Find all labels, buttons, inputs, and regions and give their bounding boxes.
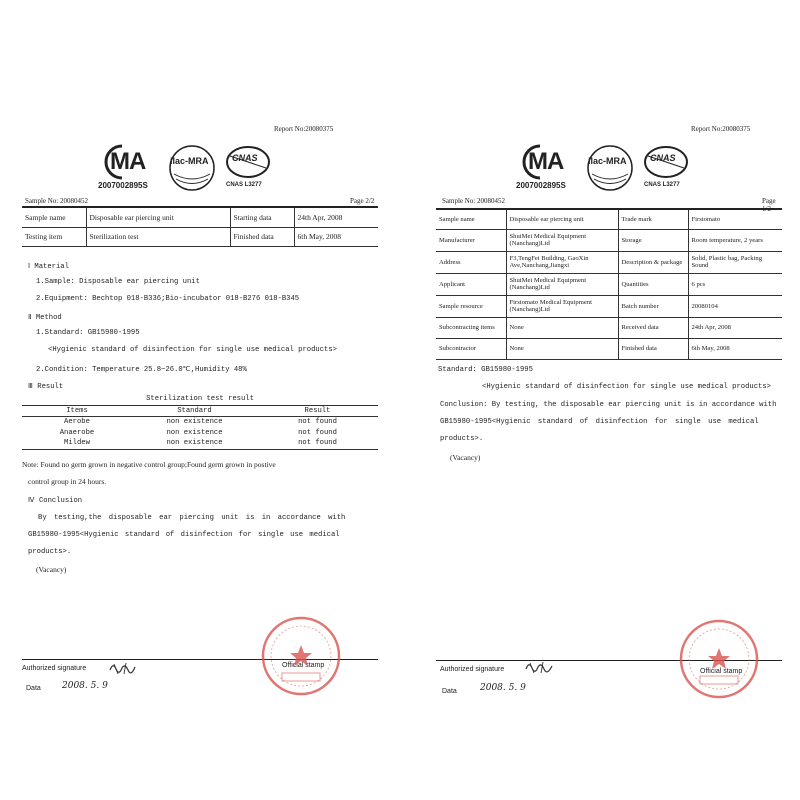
ilac-mra-logo	[168, 144, 216, 192]
table-row	[22, 427, 378, 438]
table-row	[22, 416, 378, 427]
table-row	[22, 227, 378, 246]
cnas-number: CNAS L3277	[644, 182, 680, 188]
cnas-logo	[224, 144, 272, 192]
table-row	[436, 295, 782, 317]
cma-logo	[96, 144, 160, 192]
table-row	[436, 273, 782, 295]
table-row	[436, 210, 782, 229]
cma-cert-number: 2007002895S	[98, 181, 148, 190]
conclusion-line-2: GB15980-1995<Hygienic standard of disinfection for single use medical	[28, 531, 340, 539]
field-label: Sample resource	[436, 295, 506, 317]
report-page-2	[22, 100, 378, 710]
table-row	[22, 208, 378, 227]
table-row	[436, 229, 782, 251]
sample-number: Sample No: 20080452	[25, 197, 88, 205]
field-label: Subcontractor	[436, 338, 506, 359]
sample-info-table	[22, 208, 378, 247]
result-value: not found	[298, 417, 337, 426]
certification-logos	[514, 144, 690, 192]
official-red-stamp	[260, 615, 342, 697]
table-row	[22, 438, 378, 449]
field-label: Sample name	[22, 208, 86, 227]
result-standard: non existence	[166, 428, 223, 437]
official-stamp-label: Official stamp	[282, 662, 325, 669]
result-standard: non existence	[166, 439, 223, 448]
result-standard: non existence	[166, 417, 223, 426]
date-value: 2008. 5. 9	[62, 681, 108, 691]
section-conclusion: Ⅳ Conclusion	[28, 497, 83, 505]
vacancy-note: (Vacancy)	[36, 565, 67, 574]
field-label: Subcontracting items	[436, 317, 506, 338]
field-label: Address	[436, 251, 506, 273]
cnas-number: CNAS L3277	[226, 182, 262, 188]
cnas-mark-text: CNAS	[232, 153, 258, 163]
field-label: Manufacturer	[436, 229, 506, 251]
material-sample: 1.Sample: Disposable ear piercing unit	[36, 278, 200, 286]
section-material: Ⅰ Material	[28, 263, 69, 271]
field-value: 6th May, 2008	[688, 338, 782, 359]
standard-line: Standard: GB15980-1995	[438, 366, 533, 374]
field-value: Disposable ear piercing unit	[506, 210, 618, 229]
method-condition: 2.Condition: Temperature 25.8~26.0℃,Humidity 48%	[36, 366, 247, 374]
handwritten-signature	[524, 659, 556, 675]
field-label: Quantities	[618, 273, 688, 295]
table-row	[436, 317, 782, 338]
field-value: 24th Apr, 2008	[294, 208, 378, 227]
result-item: Aerobe	[64, 417, 90, 426]
result-value: not found	[298, 428, 337, 437]
conclusion-line-1: Conclusion: By testing, the disposable ear piercing unit is in accordance with	[440, 401, 777, 409]
ilac-mra-logo	[586, 144, 634, 192]
result-table-caption: Sterilization test result	[22, 394, 378, 405]
field-value: 24th Apr, 2008	[688, 317, 782, 338]
conclusion-line-2: GB15980-1995<Hygienic standard of disinfection for single use medical	[440, 418, 759, 426]
result-item: Anaerobe	[59, 428, 95, 437]
cma-cert-number: 2007002895S	[516, 181, 566, 190]
handwritten-signature	[108, 660, 138, 676]
cnas-mark-text: CNAS	[650, 153, 676, 163]
field-value: ShuiMei Medical Equipment (Nanchang)Ltd	[506, 229, 618, 251]
field-value: Room temperature, 2 years	[688, 229, 782, 251]
result-item: Mildew	[64, 439, 90, 448]
section-result: Ⅲ Result	[28, 383, 64, 391]
column-header: Result	[257, 405, 378, 416]
field-value: Firstomato	[688, 210, 782, 229]
field-value: 20080104	[688, 295, 782, 317]
report-page-1	[436, 100, 782, 710]
field-label: Trade mark	[618, 210, 688, 229]
page-number: Page 2/2	[350, 197, 375, 205]
field-value: 6th May, 2008	[294, 227, 378, 246]
field-value: 6 pcs	[688, 273, 782, 295]
official-stamp-label: Official stamp	[700, 668, 743, 675]
column-header: Standard	[132, 405, 257, 416]
method-standard: 1.Standard: GB15980-1995	[36, 329, 140, 337]
field-value: F3,TengFei Building, GaoXin Ave,Nanchang,Jiangxi	[506, 251, 618, 273]
date-label: Data	[442, 688, 457, 695]
note-line-1: Note: Found no germ grown in negative control group;Found germ grown in postive	[22, 460, 276, 469]
ilac-mark-text: ilac-MRA	[170, 156, 209, 166]
table-row	[436, 251, 782, 273]
sterilization-result-table	[22, 394, 378, 450]
field-value: None	[506, 317, 618, 338]
cma-logo	[514, 144, 578, 192]
conclusion-line-3: products>.	[28, 548, 72, 556]
field-label: Starting data	[230, 208, 294, 227]
official-red-stamp	[678, 618, 760, 700]
vacancy-note: (Vacancy)	[450, 453, 481, 462]
date-label: Data	[26, 685, 41, 692]
material-equipment: 2.Equipment: Bechtop 018-B336;Bio-incubator 018-B276 018-B345	[36, 295, 300, 303]
field-label: Finished data	[618, 338, 688, 359]
conclusion-line-1: By testing,the disposable ear piercing unit is in accordance with	[38, 514, 346, 522]
conclusion-line-3: products>.	[440, 435, 484, 443]
field-value: ShuiMei Medical Equipment (Nanchang)Ltd	[506, 273, 618, 295]
field-label: Batch number	[618, 295, 688, 317]
report-number: Report No:20080375	[274, 125, 334, 133]
field-label: Testing item	[22, 227, 86, 246]
cnas-logo	[642, 144, 690, 192]
method-hygienic-standard: <Hygienic standard of disinfection for single use medical products>	[48, 346, 337, 354]
sample-info-table	[436, 210, 782, 360]
field-label: Description & package	[618, 251, 688, 273]
field-value: Firstomato Medical Equipment (Nanchang)Ltd	[506, 295, 618, 317]
field-label: Sample name	[436, 210, 506, 229]
field-value: None	[506, 338, 618, 359]
field-label: Finished data	[230, 227, 294, 246]
certification-logos	[96, 144, 272, 192]
cma-mark-text: MA	[528, 148, 564, 175]
authorized-signature-label: Authorized signature	[22, 665, 87, 672]
table-row	[436, 338, 782, 359]
section-method: Ⅱ Method	[28, 314, 62, 322]
column-header: Items	[22, 405, 132, 416]
field-value: Solid, Plastic bag, Packing Sound	[688, 251, 782, 273]
date-value: 2008. 5. 9	[480, 683, 526, 693]
report-number: Report No:20080375	[691, 125, 751, 133]
ilac-mark-text: ilac-MRA	[588, 156, 627, 166]
field-value: Sterilization test	[86, 227, 230, 246]
field-label: Applicant	[436, 273, 506, 295]
sample-number: Sample No: 20080452	[442, 197, 505, 205]
note-line-2: control group in 24 hours.	[28, 477, 107, 486]
page-number: Page 1/2	[762, 197, 776, 213]
field-label: Storage	[618, 229, 688, 251]
field-label: Received data	[618, 317, 688, 338]
result-value: not found	[298, 439, 337, 448]
hygienic-standard: <Hygienic standard of disinfection for single use medical products>	[482, 383, 771, 391]
authorized-signature-label: Authorized signature	[440, 666, 505, 673]
cma-mark-text: MA	[110, 148, 146, 175]
field-value: Disposable ear piercing unit	[86, 208, 230, 227]
